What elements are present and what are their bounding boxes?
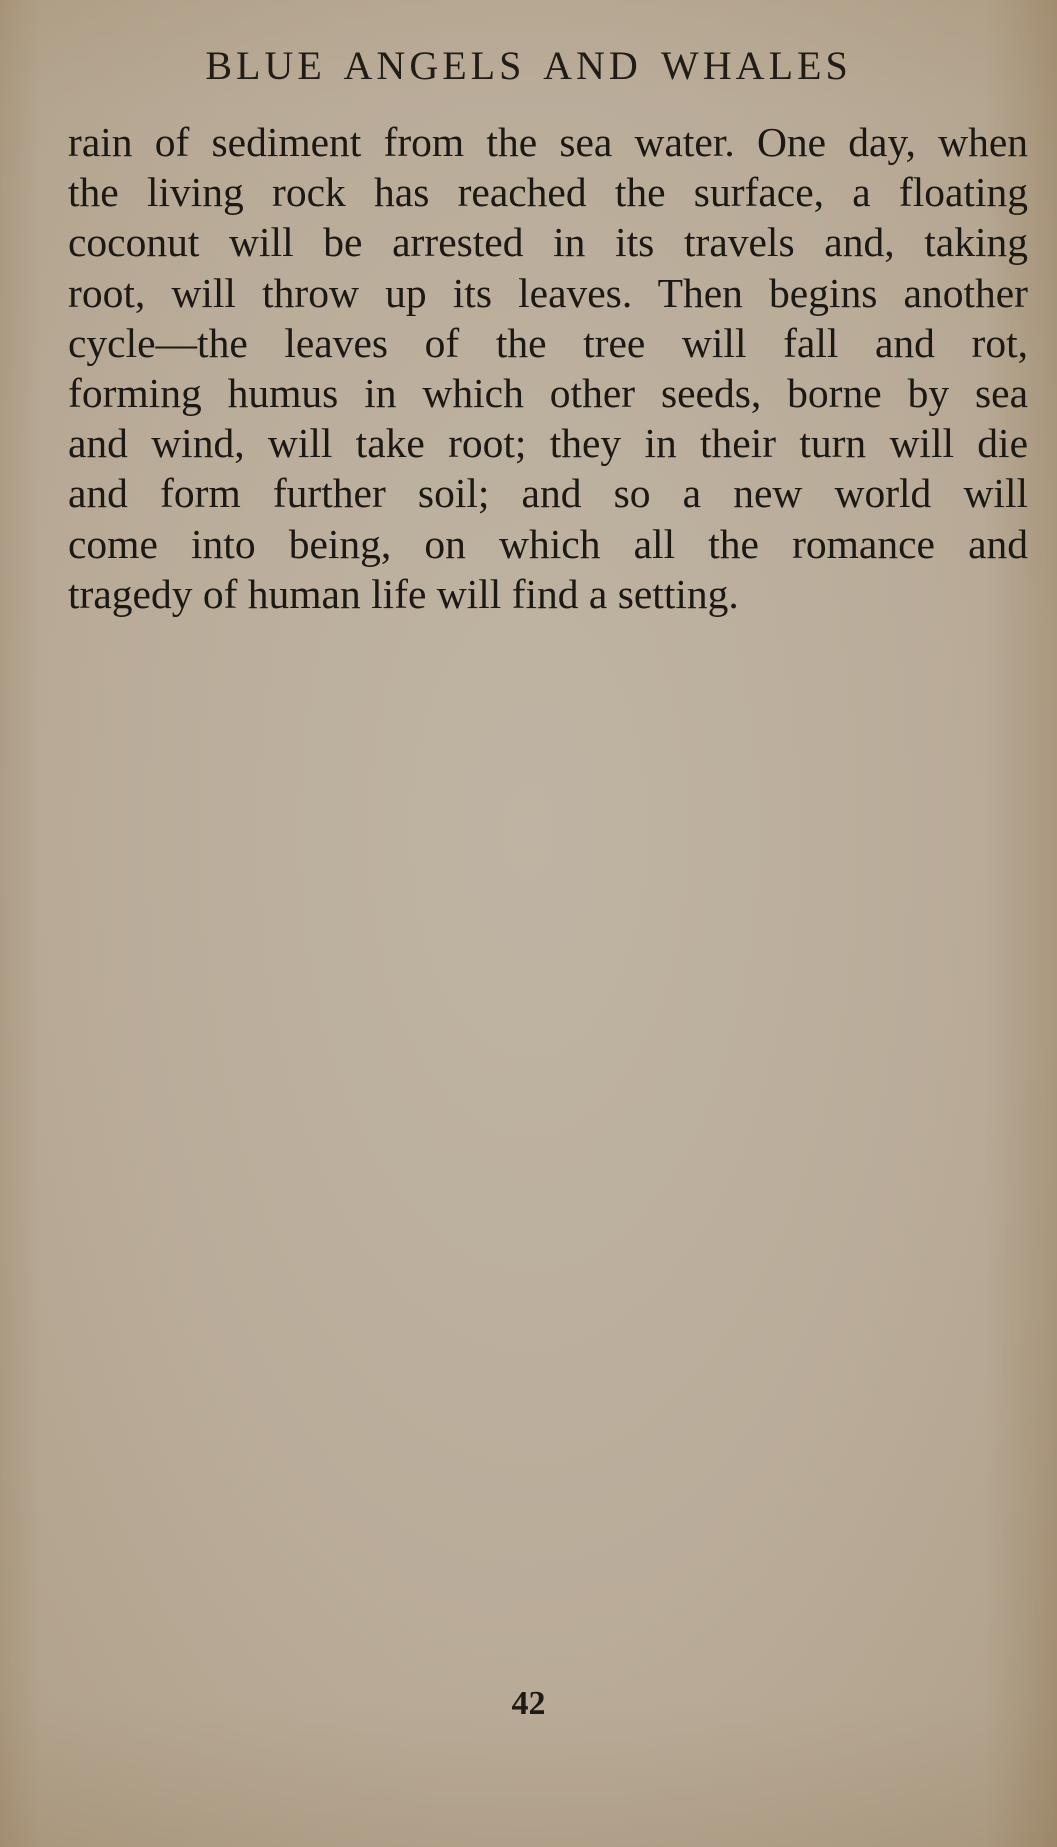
running-head: BLUE ANGELS AND WHALES <box>205 43 852 88</box>
text-line-2: the living rock has reached the surface, a floating <box>68 169 1028 216</box>
text-line-8: and form further soil; and so a new world will <box>68 470 1028 517</box>
page-number: 42 <box>511 1685 546 1722</box>
text-line-6: forming humus in which other seeds, borne by sea <box>68 370 1028 417</box>
text-line-3: coconut will be arrested in its travels and, taking <box>68 219 1028 266</box>
text-line-10: tragedy of human life will find a setting. <box>68 570 739 617</box>
text-line-1: rain of sediment from the sea water. One day, when <box>68 119 1028 165</box>
text-line-9: come into being, on which all the romance and <box>68 520 1028 567</box>
body-paragraph <box>68 117 1028 619</box>
text-line-5: cycle—the leaves of the tree will fall and rot, <box>68 319 1028 366</box>
text-line-7: and wind, will take root; they in their turn will die <box>68 420 1028 467</box>
text-line-4: root, will throw up its leaves. Then begins another <box>68 269 1028 316</box>
